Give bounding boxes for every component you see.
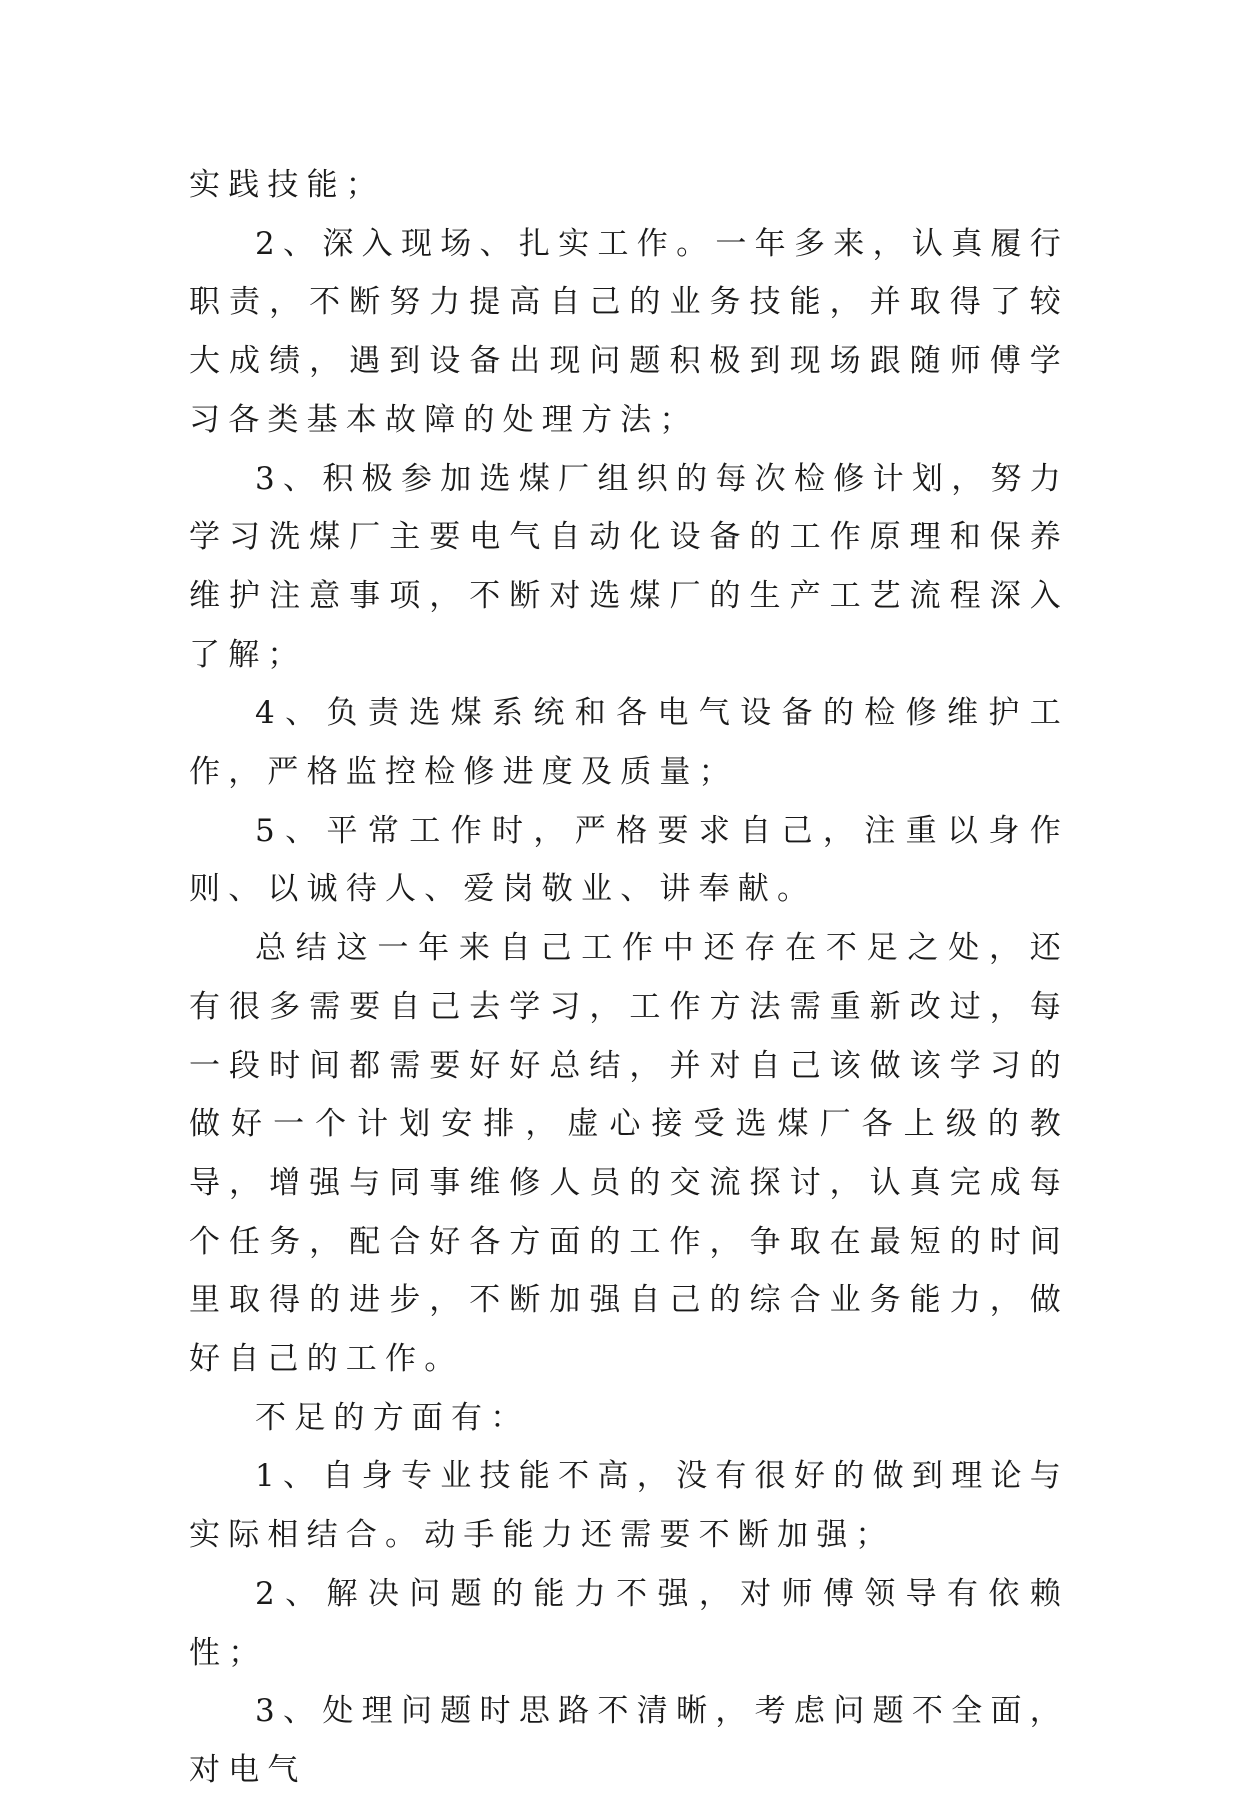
paragraph-shortcomings-heading: 不足的方面有： [255, 1399, 530, 1436]
paragraph-continuation: 实践技能； [189, 167, 385, 203]
paragraph-item-5: 5、平常工作时，严格要求自己，注重以身作则、以诚待人、爱岗敬业、讲奉献。 [189, 812, 1069, 908]
document-body [189, 156, 1069, 1800]
paragraph-item-2: 2、深入现场、扎实工作。一年多来，认真履行职责，不断努力提高自己的业务技能，并取得了较大成绩，遇到设备出现问题积极到现场跟随师傅学习各类基本故障的处理方法； [189, 225, 1069, 438]
paragraph-item-3: 3、积极参加选煤厂组织的每次检修计划，努力学习洗煤厂主要电气自动化设备的工作原理和保养维护注意事项，不断对选煤厂的生产工艺流程深入了解； [189, 460, 1069, 673]
paragraph-shortcoming-3: 3、处理问题时思路不清晰，考虑问题不全面，对电气 [189, 1693, 1069, 1788]
paragraph-summary: 总结这一年来自己工作中还存在不足之处，还有很多需要自己去学习，工作方法需重新改过，每一段时间都需要好好总结，并对自己该做该学习的做好一个计划安排，虚心接受选煤厂各上级的教导，增强与同事维修人员的交流探讨，认真完成每个任务，配合好各方面的工作，争取在最短的时间里取得的进步，不断加强自己的综合业务能力，做好自己的工作。 [189, 930, 1069, 1378]
paragraph-item-4: 4、负责选煤系统和各电气设备的检修维护工作，严格监控检修进度及质量； [189, 695, 1069, 791]
paragraph-shortcoming-2: 2、解决问题的能力不强，对师傅领导有依赖性； [189, 1575, 1069, 1671]
paragraph-shortcoming-1: 1、自身专业技能不高，没有很好的做到理论与实际相结合。动手能力还需要不断加强； [189, 1458, 1069, 1554]
